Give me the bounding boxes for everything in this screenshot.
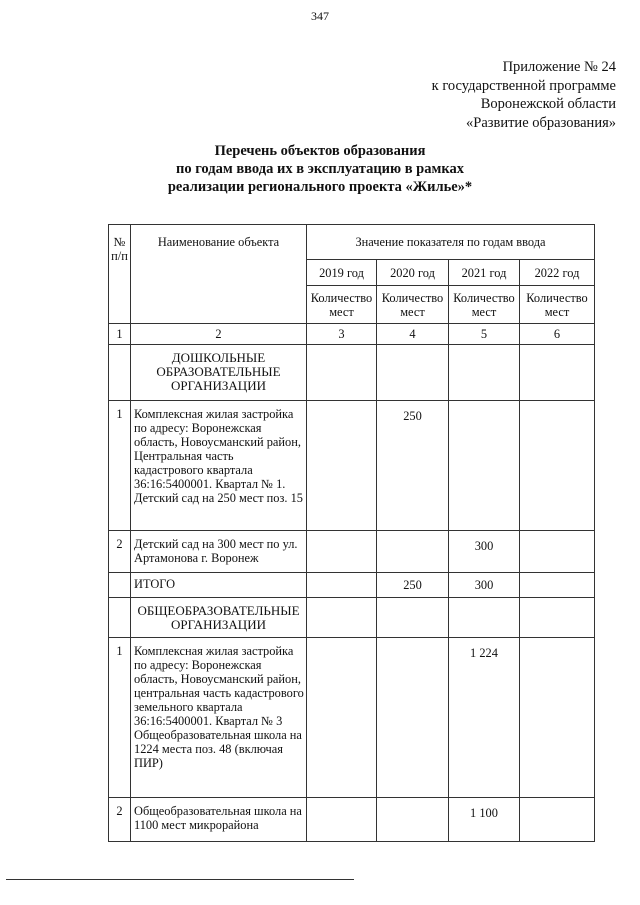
empty-cell bbox=[377, 345, 449, 401]
header-year-2021: 2021 год bbox=[449, 260, 520, 286]
total-row bbox=[109, 573, 595, 598]
title-line-3: реализации регионального проекта «Жилье»* bbox=[167, 179, 473, 195]
object-name: Общеобразовательная школа на 1100 мест микрорайона bbox=[131, 798, 307, 842]
col-number: 2 bbox=[131, 324, 307, 345]
empty-cell bbox=[520, 598, 595, 638]
object-name: Комплексная жилая застройка по адресу: Воронежская область, Новоусманский район, центральная часть кадастрового земельного квартала 36:16:5400001. Квартал № 3 Общеобразовательная школа на 1224 места поз. 48 (включая ПИР) bbox=[131, 638, 307, 798]
value-2021: 300 bbox=[449, 531, 520, 573]
table-row bbox=[109, 638, 595, 798]
value-2021: 1 224 bbox=[449, 638, 520, 798]
value-2021: 1 100 bbox=[449, 798, 520, 842]
value-2022 bbox=[520, 531, 595, 573]
header-unit: Количество мест bbox=[449, 286, 520, 324]
value-2020 bbox=[377, 638, 449, 798]
header-year-2019: 2019 год bbox=[307, 260, 377, 286]
appendix-header bbox=[432, 58, 616, 132]
header-year-2022: 2022 год bbox=[520, 260, 595, 286]
col-number: 6 bbox=[520, 324, 595, 345]
empty-cell bbox=[109, 573, 131, 598]
section-title: ДОШКОЛЬНЫЕ ОБРАЗОВАТЕЛЬНЫЕ ОРГАНИЗАЦИИ bbox=[131, 345, 307, 401]
value-2022 bbox=[520, 638, 595, 798]
value-2022 bbox=[520, 798, 595, 842]
empty-cell bbox=[109, 345, 131, 401]
value-2020: 250 bbox=[377, 401, 449, 531]
row-number: 1 bbox=[109, 401, 131, 531]
empty-cell bbox=[109, 598, 131, 638]
empty-cell bbox=[377, 598, 449, 638]
empty-cell bbox=[449, 598, 520, 638]
total-2022 bbox=[520, 573, 595, 598]
total-2021: 300 bbox=[449, 573, 520, 598]
header-year-2020: 2020 год bbox=[377, 260, 449, 286]
empty-cell bbox=[307, 598, 377, 638]
table-row bbox=[109, 531, 595, 573]
header-indicator: Значение показателя по годам ввода bbox=[307, 225, 595, 260]
empty-cell bbox=[307, 345, 377, 401]
row-number: 1 bbox=[109, 638, 131, 798]
header-num: № п/п bbox=[109, 225, 131, 324]
total-label: ИТОГО bbox=[131, 573, 307, 598]
objects-table bbox=[108, 224, 595, 842]
title-line-1: Перечень объектов образования bbox=[214, 143, 426, 159]
section-title: ОБЩЕОБРАЗОВАТЕЛЬНЫЕ ОРГАНИЗАЦИИ bbox=[131, 598, 307, 638]
table-row bbox=[109, 401, 595, 531]
object-name: Детский сад на 300 мест по ул. Артамонова г. Воронеж bbox=[131, 531, 307, 573]
col-number: 3 bbox=[307, 324, 377, 345]
value-2020 bbox=[377, 798, 449, 842]
appendix-program: к государственной программе bbox=[431, 77, 616, 94]
value-2021 bbox=[449, 401, 520, 531]
object-name: Комплексная жилая застройка по адресу: Воронежская область, Новоусманский район, Центральная часть кадастрового квартала 36:16:5400001. Квартал № 1. Детский сад на 250 мест поз. 15 bbox=[131, 401, 307, 531]
table-row bbox=[109, 798, 595, 842]
header-unit: Количество мест bbox=[377, 286, 449, 324]
empty-cell bbox=[449, 345, 520, 401]
header-unit: Количество мест bbox=[307, 286, 377, 324]
col-number: 5 bbox=[449, 324, 520, 345]
value-2019 bbox=[307, 798, 377, 842]
document-title bbox=[0, 142, 640, 196]
appendix-number: Приложение № 24 bbox=[502, 59, 616, 75]
value-2022 bbox=[520, 401, 595, 531]
row-number: 2 bbox=[109, 798, 131, 842]
col-number: 4 bbox=[377, 324, 449, 345]
header-unit: Количество мест bbox=[520, 286, 595, 324]
title-line-2: по годам ввода их в эксплуатацию в рамках bbox=[175, 161, 465, 177]
total-2019 bbox=[307, 573, 377, 598]
empty-cell bbox=[520, 345, 595, 401]
appendix-region: Воронежской области bbox=[480, 96, 616, 112]
row-number: 2 bbox=[109, 531, 131, 573]
value-2020 bbox=[377, 531, 449, 573]
footnote-divider bbox=[6, 879, 354, 880]
value-2019 bbox=[307, 401, 377, 531]
value-2019 bbox=[307, 531, 377, 573]
header-name: Наименование объекта bbox=[131, 225, 307, 324]
value-2019 bbox=[307, 638, 377, 798]
col-number: 1 bbox=[109, 324, 131, 345]
page-number: 347 bbox=[311, 9, 329, 23]
total-2020: 250 bbox=[377, 573, 449, 598]
appendix-program-name: «Развитие образования» bbox=[466, 114, 616, 131]
